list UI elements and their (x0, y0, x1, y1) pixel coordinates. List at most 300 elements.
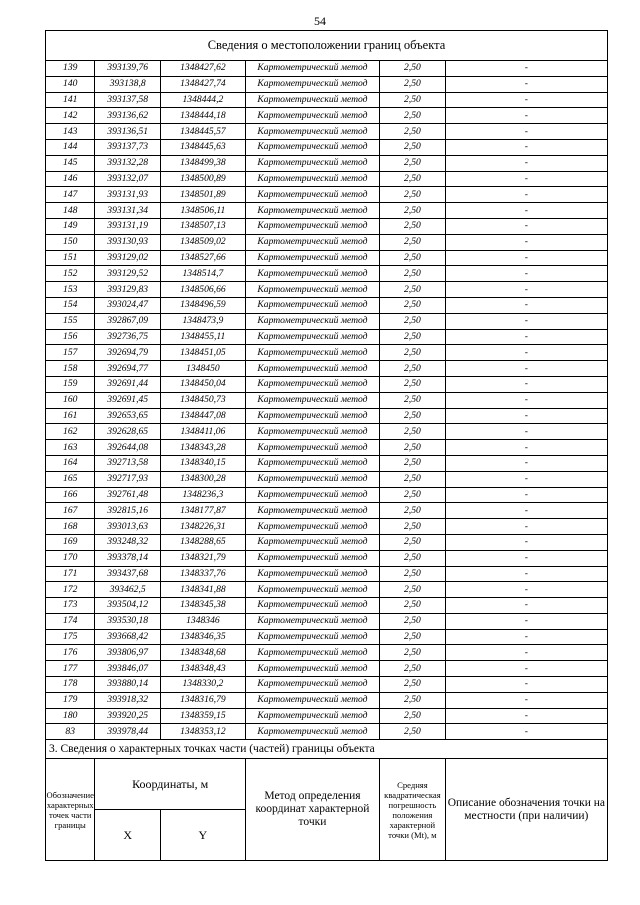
coord-x-cell: 392717,93 (95, 471, 161, 487)
table-row (46, 424, 608, 440)
point-number-cell: 159 (46, 376, 95, 392)
point-number-cell: 179 (46, 692, 95, 708)
coord-x-cell: 392694,79 (95, 345, 161, 361)
coord-y-cell: 1348527,66 (160, 250, 245, 266)
table-row (46, 629, 608, 645)
coord-y-cell: 1348353,12 (160, 724, 245, 740)
coord-y-cell: 1348501,89 (160, 187, 245, 203)
header-y: Y (160, 810, 245, 861)
coord-x-cell: 392736,75 (95, 329, 161, 345)
table-row (46, 187, 608, 203)
document-frame (45, 30, 608, 861)
method-cell: Картометрический метод (245, 440, 379, 456)
method-cell: Картометрический метод (245, 487, 379, 503)
coord-y-cell: 1348507,13 (160, 218, 245, 234)
accuracy-cell: 2,50 (380, 297, 446, 313)
accuracy-cell: 2,50 (380, 234, 446, 250)
method-cell: Картометрический метод (245, 424, 379, 440)
point-number-cell: 172 (46, 582, 95, 598)
table-row (46, 92, 608, 108)
section3-title: 3. Сведения о характерных точках части (частей) границы объекта (46, 740, 608, 759)
table-row (46, 266, 608, 282)
description-cell: - (445, 76, 607, 92)
table-row (46, 613, 608, 629)
accuracy-cell: 2,50 (380, 282, 446, 298)
description-cell: - (445, 171, 607, 187)
table-row (46, 376, 608, 392)
table-row (46, 598, 608, 614)
description-cell: - (445, 203, 607, 219)
description-cell: - (445, 187, 607, 203)
coord-y-cell: 1348340,15 (160, 455, 245, 471)
coord-y-cell: 1348427,62 (160, 61, 245, 77)
coord-y-cell: 1348509,02 (160, 234, 245, 250)
table-row (46, 250, 608, 266)
coord-x-cell: 393129,83 (95, 282, 161, 298)
coord-x-cell: 393132,07 (95, 171, 161, 187)
description-cell: - (445, 250, 607, 266)
method-cell: Картометрический метод (245, 345, 379, 361)
header-x: X (95, 810, 161, 861)
coord-x-cell: 393130,93 (95, 234, 161, 250)
accuracy-cell: 2,50 (380, 76, 446, 92)
description-cell: - (445, 361, 607, 377)
method-cell: Картометрический метод (245, 203, 379, 219)
description-cell: - (445, 566, 607, 582)
method-cell: Картометрический метод (245, 92, 379, 108)
table-row (46, 582, 608, 598)
accuracy-cell: 2,50 (380, 550, 446, 566)
coord-y-cell: 1348450 (160, 361, 245, 377)
method-cell: Картометрический метод (245, 582, 379, 598)
coord-y-cell: 1348451,05 (160, 345, 245, 361)
table-row (46, 139, 608, 155)
coord-x-cell: 393131,93 (95, 187, 161, 203)
coord-y-cell: 1348445,57 (160, 124, 245, 140)
coord-y-cell: 1348506,11 (160, 203, 245, 219)
method-cell: Картометрический метод (245, 250, 379, 266)
coord-x-cell: 392628,65 (95, 424, 161, 440)
coord-x-cell: 392713,58 (95, 455, 161, 471)
point-number-cell: 154 (46, 297, 95, 313)
coord-x-cell: 393139,76 (95, 61, 161, 77)
method-cell: Картометрический метод (245, 471, 379, 487)
accuracy-cell: 2,50 (380, 139, 446, 155)
method-cell: Картометрический метод (245, 598, 379, 614)
accuracy-cell: 2,50 (380, 329, 446, 345)
description-cell: - (445, 503, 607, 519)
section3-header-row-1 (46, 759, 608, 810)
accuracy-cell: 2,50 (380, 408, 446, 424)
method-cell: Картометрический метод (245, 124, 379, 140)
point-number-cell: 145 (46, 155, 95, 171)
coord-x-cell: 393138,8 (95, 76, 161, 92)
point-number-cell: 156 (46, 329, 95, 345)
coord-x-cell: 393437,68 (95, 566, 161, 582)
accuracy-cell: 2,50 (380, 92, 446, 108)
point-number-cell: 146 (46, 171, 95, 187)
accuracy-cell: 2,50 (380, 677, 446, 693)
method-cell: Картометрический метод (245, 566, 379, 582)
point-number-cell: 142 (46, 108, 95, 124)
accuracy-cell: 2,50 (380, 487, 446, 503)
point-number-cell: 157 (46, 345, 95, 361)
description-cell: - (445, 613, 607, 629)
description-cell: - (445, 345, 607, 361)
method-cell: Картометрический метод (245, 677, 379, 693)
coord-x-cell: 392867,09 (95, 313, 161, 329)
table-row (46, 203, 608, 219)
point-number-cell: 163 (46, 440, 95, 456)
boundary-table (45, 30, 608, 861)
description-cell: - (445, 424, 607, 440)
accuracy-cell: 2,50 (380, 187, 446, 203)
table-row (46, 124, 608, 140)
accuracy-cell: 2,50 (380, 503, 446, 519)
coord-y-cell: 1348345,38 (160, 598, 245, 614)
table-row (46, 440, 608, 456)
accuracy-cell: 2,50 (380, 645, 446, 661)
method-cell: Картометрический метод (245, 234, 379, 250)
coord-y-cell: 1348411,06 (160, 424, 245, 440)
coord-x-cell: 393136,51 (95, 124, 161, 140)
accuracy-cell: 2,50 (380, 724, 446, 740)
point-number-cell: 140 (46, 76, 95, 92)
method-cell: Картометрический метод (245, 645, 379, 661)
accuracy-cell: 2,50 (380, 124, 446, 140)
description-cell: - (445, 392, 607, 408)
description-cell: - (445, 313, 607, 329)
method-cell: Картометрический метод (245, 534, 379, 550)
description-cell: - (445, 645, 607, 661)
point-number-cell: 158 (46, 361, 95, 377)
coord-y-cell: 1348500,89 (160, 171, 245, 187)
coord-x-cell: 393668,42 (95, 629, 161, 645)
point-number-cell: 160 (46, 392, 95, 408)
coord-y-cell: 1348450,04 (160, 376, 245, 392)
coord-x-cell: 393136,62 (95, 108, 161, 124)
description-cell: - (445, 724, 607, 740)
description-cell: - (445, 234, 607, 250)
section-title: Сведения о местоположении границ объекта (46, 31, 608, 61)
method-cell: Картометрический метод (245, 550, 379, 566)
description-cell: - (445, 408, 607, 424)
coord-y-cell: 1348445,63 (160, 139, 245, 155)
table-row (46, 708, 608, 724)
accuracy-cell: 2,50 (380, 345, 446, 361)
accuracy-cell: 2,50 (380, 692, 446, 708)
coord-y-cell: 1348359,15 (160, 708, 245, 724)
point-number-cell: 165 (46, 471, 95, 487)
method-cell: Картометрический метод (245, 187, 379, 203)
point-number-cell: 167 (46, 503, 95, 519)
coord-y-cell: 1348346 (160, 613, 245, 629)
description-cell: - (445, 692, 607, 708)
header-description: Описание обозначения точки на местности (при наличии) (445, 759, 607, 861)
coord-x-cell: 393530,18 (95, 613, 161, 629)
description-cell: - (445, 139, 607, 155)
point-number-cell: 164 (46, 455, 95, 471)
table-row (46, 171, 608, 187)
accuracy-cell: 2,50 (380, 376, 446, 392)
table-row (46, 313, 608, 329)
method-cell: Картометрический метод (245, 329, 379, 345)
point-number-cell: 141 (46, 92, 95, 108)
description-cell: - (445, 455, 607, 471)
description-cell: - (445, 297, 607, 313)
coord-y-cell: 1348341,88 (160, 582, 245, 598)
table-row (46, 661, 608, 677)
coord-x-cell: 392815,16 (95, 503, 161, 519)
accuracy-cell: 2,50 (380, 629, 446, 645)
coord-y-cell: 1348499,38 (160, 155, 245, 171)
accuracy-cell: 2,50 (380, 61, 446, 77)
point-number-cell: 171 (46, 566, 95, 582)
coord-x-cell: 393013,63 (95, 519, 161, 535)
point-number-cell: 139 (46, 61, 95, 77)
point-number-cell: 150 (46, 234, 95, 250)
coord-x-cell: 392653,65 (95, 408, 161, 424)
coord-y-cell: 1348226,31 (160, 519, 245, 535)
table-row (46, 487, 608, 503)
coord-y-cell: 1348496,59 (160, 297, 245, 313)
method-cell: Картометрический метод (245, 613, 379, 629)
coord-y-cell: 1348346,35 (160, 629, 245, 645)
section-title-row (46, 31, 608, 61)
description-cell: - (445, 471, 607, 487)
coord-x-cell: 393137,73 (95, 139, 161, 155)
point-number-cell: 153 (46, 282, 95, 298)
accuracy-cell: 2,50 (380, 424, 446, 440)
method-cell: Картометрический метод (245, 708, 379, 724)
table-row (46, 503, 608, 519)
method-cell: Картометрический метод (245, 76, 379, 92)
accuracy-cell: 2,50 (380, 250, 446, 266)
accuracy-cell: 2,50 (380, 661, 446, 677)
description-cell: - (445, 598, 607, 614)
accuracy-cell: 2,50 (380, 598, 446, 614)
coord-x-cell: 393378,14 (95, 550, 161, 566)
table-row (46, 645, 608, 661)
point-number-cell: 178 (46, 677, 95, 693)
method-cell: Картометрический метод (245, 61, 379, 77)
accuracy-cell: 2,50 (380, 566, 446, 582)
method-cell: Картометрический метод (245, 503, 379, 519)
point-number-cell: 161 (46, 408, 95, 424)
description-cell: - (445, 582, 607, 598)
coord-y-cell: 1348348,68 (160, 645, 245, 661)
description-cell: - (445, 92, 607, 108)
table-row (46, 329, 608, 345)
description-cell: - (445, 282, 607, 298)
coord-x-cell: 393978,44 (95, 724, 161, 740)
point-number-cell: 176 (46, 645, 95, 661)
description-cell: - (445, 440, 607, 456)
point-number-cell: 177 (46, 661, 95, 677)
method-cell: Картометрический метод (245, 139, 379, 155)
coord-x-cell: 393131,34 (95, 203, 161, 219)
coordinate-rows (46, 61, 608, 740)
table-row (46, 234, 608, 250)
description-cell: - (445, 487, 607, 503)
coord-y-cell: 1348427,74 (160, 76, 245, 92)
method-cell: Картометрический метод (245, 724, 379, 740)
coord-y-cell: 1348337,76 (160, 566, 245, 582)
method-cell: Картометрический метод (245, 297, 379, 313)
coord-x-cell: 392691,44 (95, 376, 161, 392)
description-cell: - (445, 155, 607, 171)
accuracy-cell: 2,50 (380, 266, 446, 282)
method-cell: Картометрический метод (245, 661, 379, 677)
coord-x-cell: 393880,14 (95, 677, 161, 693)
coord-x-cell: 393462,5 (95, 582, 161, 598)
coord-y-cell: 1348447,08 (160, 408, 245, 424)
description-cell: - (445, 376, 607, 392)
point-number-cell: 166 (46, 487, 95, 503)
description-cell: - (445, 519, 607, 535)
point-number-cell: 174 (46, 613, 95, 629)
method-cell: Картометрический метод (245, 108, 379, 124)
method-cell: Картометрический метод (245, 218, 379, 234)
coord-x-cell: 393137,58 (95, 92, 161, 108)
accuracy-cell: 2,50 (380, 440, 446, 456)
table-row (46, 218, 608, 234)
point-number-cell: 152 (46, 266, 95, 282)
accuracy-cell: 2,50 (380, 392, 446, 408)
coord-y-cell: 1348300,28 (160, 471, 245, 487)
table-row (46, 550, 608, 566)
accuracy-cell: 2,50 (380, 108, 446, 124)
accuracy-cell: 2,50 (380, 361, 446, 377)
coord-y-cell: 1348455,11 (160, 329, 245, 345)
coord-y-cell: 1348321,79 (160, 550, 245, 566)
table-row (46, 519, 608, 535)
coord-x-cell: 393504,12 (95, 598, 161, 614)
description-cell: - (445, 124, 607, 140)
table-row (46, 534, 608, 550)
coord-x-cell: 393131,19 (95, 218, 161, 234)
coord-x-cell: 393024,47 (95, 297, 161, 313)
coord-x-cell: 393129,02 (95, 250, 161, 266)
description-cell: - (445, 329, 607, 345)
accuracy-cell: 2,50 (380, 171, 446, 187)
description-cell: - (445, 661, 607, 677)
point-number-cell: 149 (46, 218, 95, 234)
coord-x-cell: 392691,45 (95, 392, 161, 408)
description-cell: - (445, 534, 607, 550)
coord-x-cell: 393846,07 (95, 661, 161, 677)
page-number: 54 (314, 14, 326, 28)
table-row (46, 297, 608, 313)
table-row (46, 724, 608, 740)
accuracy-cell: 2,50 (380, 613, 446, 629)
table-row (46, 108, 608, 124)
description-cell: - (445, 708, 607, 724)
coord-x-cell: 393132,28 (95, 155, 161, 171)
coord-x-cell: 393806,97 (95, 645, 161, 661)
method-cell: Картометрический метод (245, 408, 379, 424)
coord-y-cell: 1348316,79 (160, 692, 245, 708)
table-row (46, 566, 608, 582)
method-cell: Картометрический метод (245, 392, 379, 408)
point-number-cell: 180 (46, 708, 95, 724)
method-cell: Картометрический метод (245, 282, 379, 298)
point-number-cell: 175 (46, 629, 95, 645)
point-number-cell: 162 (46, 424, 95, 440)
table-row (46, 155, 608, 171)
description-cell: - (445, 266, 607, 282)
coord-x-cell: 393248,32 (95, 534, 161, 550)
accuracy-cell: 2,50 (380, 218, 446, 234)
point-number-cell: 169 (46, 534, 95, 550)
point-number-cell: 170 (46, 550, 95, 566)
coord-x-cell: 393918,32 (95, 692, 161, 708)
description-cell: - (445, 218, 607, 234)
point-number-cell: 143 (46, 124, 95, 140)
description-cell: - (445, 629, 607, 645)
coord-x-cell: 393129,52 (95, 266, 161, 282)
table-row (46, 61, 608, 77)
method-cell: Картометрический метод (245, 629, 379, 645)
table-row (46, 361, 608, 377)
accuracy-cell: 2,50 (380, 534, 446, 550)
coord-y-cell: 1348473,9 (160, 313, 245, 329)
table-row (46, 455, 608, 471)
method-cell: Картометрический метод (245, 361, 379, 377)
header-method: Метод определения координат характерной точки (245, 759, 379, 861)
point-number-cell: 173 (46, 598, 95, 614)
accuracy-cell: 2,50 (380, 313, 446, 329)
coord-x-cell: 392644,08 (95, 440, 161, 456)
point-number-cell: 147 (46, 187, 95, 203)
point-number-cell: 168 (46, 519, 95, 535)
section3-title-row (46, 740, 608, 759)
coord-x-cell: 393920,25 (95, 708, 161, 724)
method-cell: Картометрический метод (245, 266, 379, 282)
table-row (46, 408, 608, 424)
coord-y-cell: 1348330,2 (160, 677, 245, 693)
coord-y-cell: 1348288,65 (160, 534, 245, 550)
method-cell: Картометрический метод (245, 171, 379, 187)
coord-y-cell: 1348348,43 (160, 661, 245, 677)
coord-x-cell: 392761,48 (95, 487, 161, 503)
point-number-cell: 155 (46, 313, 95, 329)
coord-y-cell: 1348444,2 (160, 92, 245, 108)
accuracy-cell: 2,50 (380, 582, 446, 598)
table-row (46, 677, 608, 693)
description-cell: - (445, 61, 607, 77)
accuracy-cell: 2,50 (380, 471, 446, 487)
description-cell: - (445, 677, 607, 693)
table-row (46, 282, 608, 298)
point-number-cell: 83 (46, 724, 95, 740)
table-row (46, 345, 608, 361)
accuracy-cell: 2,50 (380, 708, 446, 724)
coord-y-cell: 1348236,3 (160, 487, 245, 503)
method-cell: Картометрический метод (245, 455, 379, 471)
accuracy-cell: 2,50 (380, 519, 446, 535)
description-cell: - (445, 108, 607, 124)
accuracy-cell: 2,50 (380, 155, 446, 171)
header-coordinates: Координаты, м (95, 759, 245, 810)
accuracy-cell: 2,50 (380, 203, 446, 219)
coord-y-cell: 1348177,87 (160, 503, 245, 519)
method-cell: Картометрический метод (245, 692, 379, 708)
header-point-designation: Обозначение характерных точек части границы (46, 759, 95, 861)
method-cell: Картометрический метод (245, 155, 379, 171)
header-accuracy: Средняя квадратическая погрешность положения характерной точки (Mt), м (380, 759, 446, 861)
point-number-cell: 144 (46, 139, 95, 155)
